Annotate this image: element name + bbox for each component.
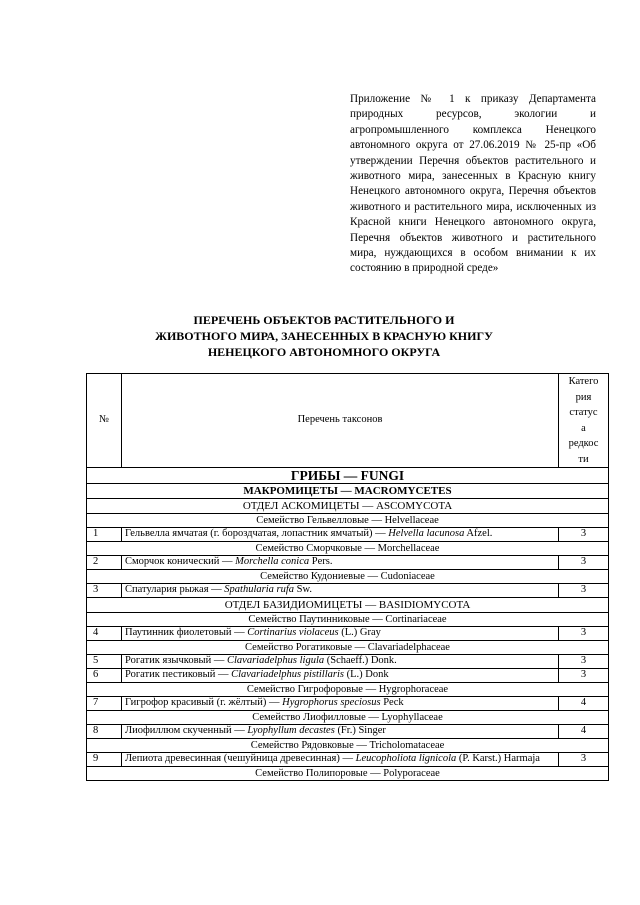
species-row: 6 Рогатик пестиковый — Clavariadelphus pistillaris (L.) Donk 3 [87,669,609,683]
title-line: ПЕРЕЧЕНЬ ОБЪЕКТОВ РАСТИТЕЛЬНОГО И [193,313,455,327]
title-line: НЕНЕЦКОГО АВТОНОМНОГО ОКРУГА [207,345,441,359]
division-row: ОТДЕЛ БАЗИДИОМИЦЕТЫ — BASIDIOMYCOTA [87,598,609,613]
species-row: 1 Гельвелла ямчатая (г. бороздчатая, лопастник ямчатый) — Helvella lacunosa Afzel. 3 [87,528,609,542]
family-row: Семейство Гельвелловые — Helvellaceae [87,514,609,528]
header-number: № [87,374,122,468]
taxa-table [86,373,609,781]
family-row: Семейство Рогатиковые — Clavariadelphaceae [87,641,609,655]
species-row: 5 Рогатик язычковый — Clavariadelphus ligula (Schaeff.) Donk. 3 [87,655,609,669]
section-row: МАКРОМИЦЕТЫ — MACROMYCETES [87,484,609,499]
family-row: Семейство Паутинниковые — Cortinariaceae [87,613,609,627]
species-row: 4 Паутинник фиолетовый — Cortinarius violaceus (L.) Gray 3 [87,627,609,641]
family-row: Семейство Рядовковые — Tricholomataceae [87,739,609,753]
kingdom-row: ГРИБЫ — FUNGI [87,468,609,484]
header-taxa: Перечень таксонов [122,374,559,468]
table-header-row [87,374,609,468]
family-row: Семейство Сморчковые — Morchellaceae [87,542,609,556]
family-row: Семейство Лиофилловые — Lyophyllaceae [87,711,609,725]
species-row: 3 Спатулария рыжая — Spathularia rufa Sw. 3 [87,584,609,598]
document-title [100,312,548,360]
family-row: Семейство Кудониевые — Cudoniaceae [87,570,609,584]
division-row: ОТДЕЛ АСКОМИЦЕТЫ — ASCOMYCOTA [87,499,609,514]
species-row: 2 Сморчок конический — Morchella conica Pers. 3 [87,556,609,570]
species-row: 9 Лепиота древесинная (чешуйница древесинная) — Leucopholiota lignicola (P. Karst.) Harmaja 3 [87,753,609,767]
title-line: ЖИВОТНОГО МИРА, ЗАНЕСЕННЫХ В КРАСНУЮ КНИГУ [155,329,493,343]
species-row: 7 Гигрофор красивый (г. жёлтый) — Hygrophorus speciosus Peck 4 [87,697,609,711]
species-row: 8 Лиофиллюм скученный — Lyophyllum decastes (Fr.) Singer 4 [87,725,609,739]
family-row: Семейство Гигрофоровые — Hygrophoraceae [87,683,609,697]
header-category: Катего рия статус а редкос ти [559,374,609,468]
family-row: Семейство Полипоровые — Polyporaceae [87,767,609,781]
annex-reference: Приложение № 1 к приказу Департамента природных ресурсов, экологии и агропромышленного комплекса Ненецкого автономного округа от 27.06.2019 № 25-пр «Об утверждении Перечня объектов растительного и животного мира, занесенных в Красную книгу Ненецкого автономного округа, Перечня объектов животного и растительного мира, исключенных из Красной книги Ненецкого автономного округа, Перечня объектов животного и растительного мира, нуждающихся в особом внимании к их состоянию в природной среде» [350,93,596,275]
